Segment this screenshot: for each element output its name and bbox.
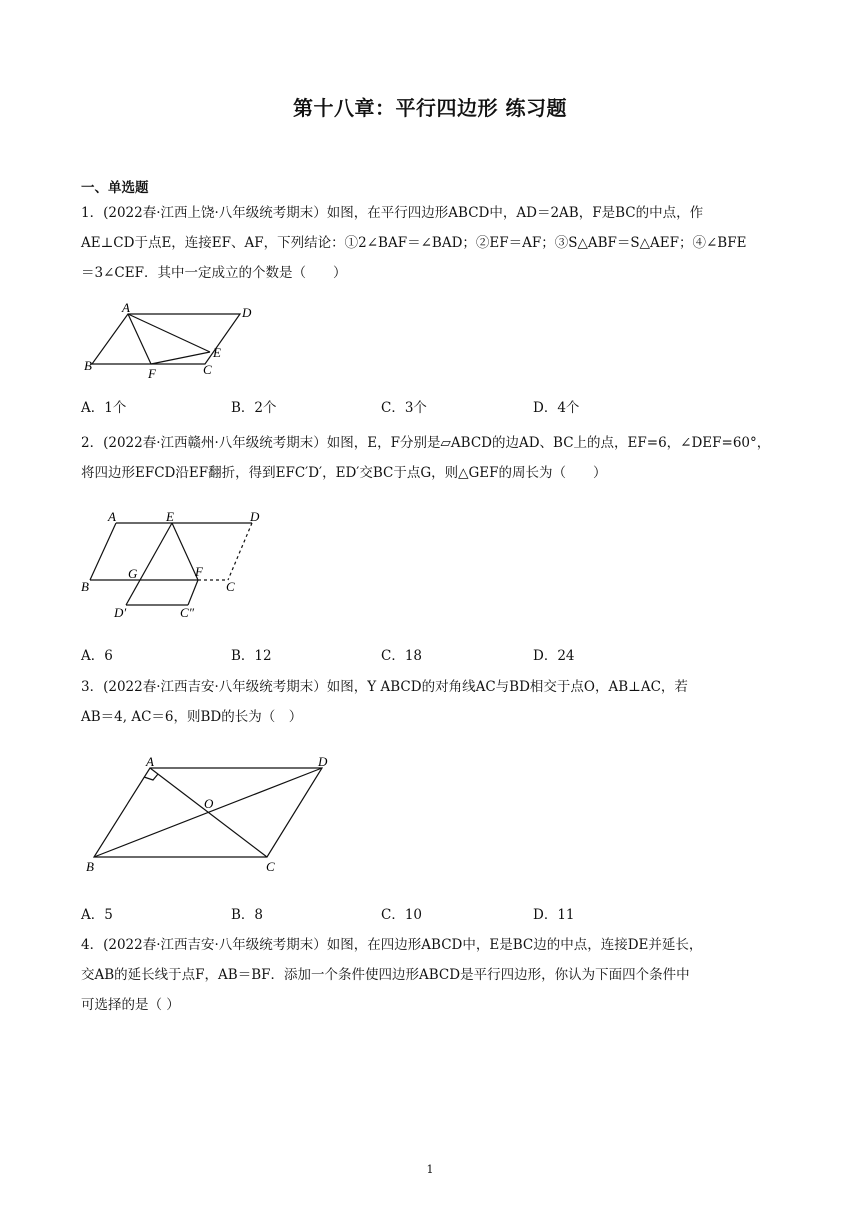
question-1-line-3: ＝3∠CEF．其中一定成立的个数是（ ） [81,265,347,281]
question-2 [81,428,781,488]
option-a[interactable]: A．1个 [81,400,127,416]
segment-c-prime-f [188,580,198,605]
page-number: 1 [426,1163,434,1176]
question-1-options [81,396,781,416]
label-a: A [108,509,116,524]
option-d[interactable]: D．4个 [533,400,580,416]
question-3-options [81,903,781,923]
label-c: C [203,362,212,377]
label-c: C [266,859,275,874]
question-3-line-1: 3．(2022春·江西吉安·八年级统考期末）如图，Y ABCD的对角线AC与BD相交于点O，AB⊥AC，若 [81,679,688,695]
label-a: A [122,300,130,315]
label-g: G [128,566,138,581]
label-a: A [146,754,154,769]
label-d: D [250,509,260,524]
label-b: B [84,358,92,373]
label-d: D [242,305,252,320]
segment-ed-prime [126,523,172,605]
option-a[interactable]: A．6 [81,648,113,664]
section-heading: 一、单选题 [81,180,149,196]
question-1-line-1: 1．(2022春·江西上饶·八年级统考期末）如图，在平行四边形ABCD中，AD＝2AB，F是BC的中点，作 [81,205,704,221]
segment-ae [128,314,210,352]
segment-ef [151,352,210,364]
label-c: C [226,579,235,594]
option-a[interactable]: A．5 [81,907,113,923]
option-c[interactable]: C．10 [381,907,423,923]
option-b[interactable]: B．8 [231,907,264,923]
question-2-options [81,644,781,664]
diagonal-bd [94,768,322,857]
question-4-line-2: 交AB的延长线于点F，AB＝BF．添加一个条件使四边形ABCD是平行四边形，你认为下面四个条件中 [81,967,690,983]
option-b[interactable]: B．12 [231,648,272,664]
label-o: O [204,796,214,811]
question-3 [81,672,781,732]
label-e: E [213,345,221,360]
question-2-line-1: 2．(2022春·江西赣州·八年级统考期末）如图，E，F分别是▱ABCD的边AD、BC上的点，EF=6，∠DEF=60°， [81,435,771,451]
label-f: F [148,366,156,380]
label-c-prime: C″ [180,605,195,620]
question-2-figure [80,505,280,625]
option-b[interactable]: B．2个 [231,400,277,416]
question-1 [81,198,781,288]
question-1-line-2: AE⊥CD于点E，连接EF、AF，下列结论：①2∠BAF＝∠BAD；②EF＝AF；③S△ABF＝S△AEF；④∠BFE [81,235,747,251]
option-d[interactable]: D．24 [533,648,575,664]
option-d[interactable]: D．11 [533,907,575,923]
segment-af [128,314,151,364]
question-4 [81,930,781,1020]
segment-dc-dashed [228,523,252,580]
option-c[interactable]: C．3个 [381,400,427,416]
label-b: B [81,579,89,594]
label-f: F [195,564,203,579]
label-d-prime: D′ [114,605,127,620]
segment-ab [90,523,116,580]
question-2-line-2: 将四边形EFCD沿EF翻折，得到EFC′D′，ED′交BC于点G，则△GEF的周长为（ ） [81,465,607,481]
question-1-figure [80,300,270,380]
question-3-line-2: AB＝4, AC＝6，则BD的长为（ ） [81,709,303,725]
option-c[interactable]: C．18 [381,648,423,664]
label-d: D [318,754,328,769]
question-4-line-3: 可选择的是（ ） [81,997,180,1013]
label-e: E [166,509,174,524]
page-title: 第十八章：平行四边形 练习题 [293,96,567,120]
question-3-figure [80,750,350,880]
label-b: B [86,859,94,874]
question-4-line-1: 4．(2022春·江西吉安·八年级统考期末）如图，在四边形ABCD中，E是BC边的中点，连接DE并延长， [81,937,703,953]
